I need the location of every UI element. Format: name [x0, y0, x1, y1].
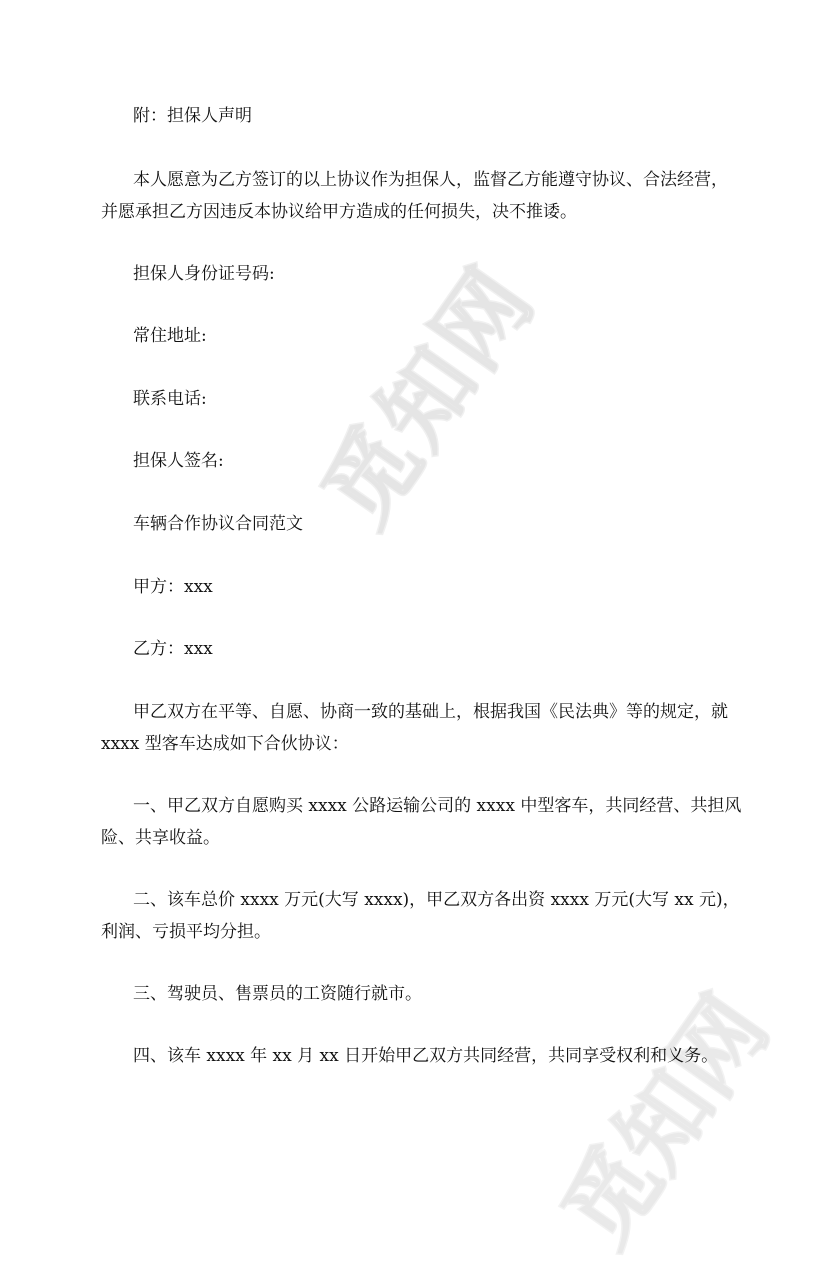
guarantor-sign-label: 担保人签名: — [133, 451, 224, 471]
watermark-bottom: 觅知网 — [542, 977, 789, 1265]
clause-1-line-2: 险、共享收益。 — [101, 828, 220, 848]
clause-2-line-1: 二、该车总价 xxxx 万元(大写 xxxx)，甲乙双方各出资 xxxx 万元(大写 xx 元)， — [133, 890, 740, 910]
clause-4: 四、该车 xxxx 年 xx 月 xx 日开始甲乙双方共同经营，共同享受权利和义务。 — [133, 1046, 719, 1066]
party-b: 乙方：xxx — [133, 639, 213, 659]
clause-3: 三、驾驶员、售票员的工资随行就市。 — [133, 984, 422, 1004]
clause-2-line-2: 利润、亏损平均分担。 — [101, 922, 271, 942]
appendix-title: 附：担保人声明 — [133, 106, 252, 126]
intro-line-1: 甲乙双方在平等、自愿、协商一致的基础上，根据我国《民法典》等的规定，就 — [133, 702, 728, 722]
watermark: 觅知网 — [302, 247, 556, 545]
phone-label: 联系电话: — [133, 389, 207, 409]
address-label: 常住地址: — [133, 326, 207, 346]
statement-line-2: 并愿承担乙方因违反本协议给甲方造成的任何损失，决不推诿。 — [101, 202, 577, 222]
clause-1-line-1: 一、甲乙双方自愿购买 xxxx 公路运输公司的 xxxx 中型客车，共同经营、共担风 — [133, 796, 742, 816]
statement-line-1: 本人愿意为乙方签订的以上协议作为担保人，监督乙方能遵守协议、合法经营， — [133, 170, 728, 190]
party-a: 甲方：xxx — [133, 577, 213, 597]
intro-line-2: xxxx 型客车达成如下合伙协议： — [101, 734, 349, 754]
contract-title: 车辆合作协议合同范文 — [133, 514, 303, 534]
guarantor-id-label: 担保人身份证号码: — [133, 264, 275, 284]
